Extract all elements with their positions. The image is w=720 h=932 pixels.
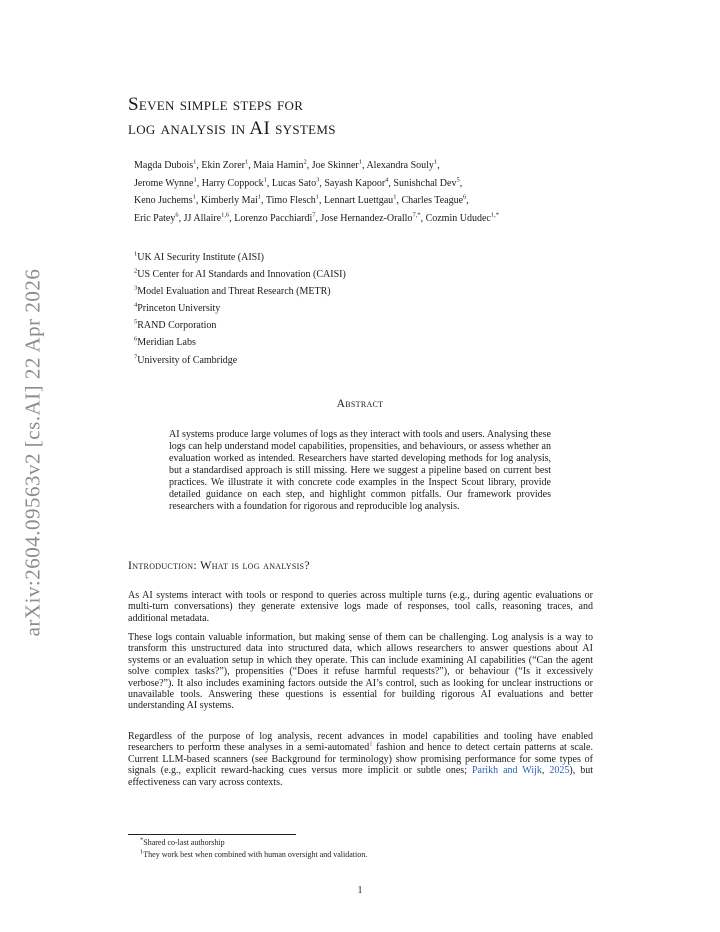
- author-name: Cozmin Ududec: [425, 212, 491, 224]
- author-name: Joe Skinner: [311, 160, 359, 171]
- affiliation-item: [134, 317, 346, 334]
- affiliation-name: Princeton University: [137, 303, 221, 315]
- author-separator: ,: [437, 160, 440, 171]
- author-separator: ,: [195, 195, 201, 206]
- author-affiliation: 1: [192, 193, 196, 201]
- author-separator: ,: [306, 160, 312, 171]
- author-name: Sayash Kapoor: [324, 177, 386, 189]
- author-line: [134, 157, 499, 175]
- paper-title: [128, 93, 336, 141]
- author-name: Eric Patey: [134, 212, 176, 224]
- affiliation-item: [134, 334, 346, 351]
- author-separator: ,: [361, 160, 367, 171]
- author-affiliation: 4: [385, 176, 389, 184]
- author-separator: ,: [319, 177, 325, 189]
- author-affiliation: 1: [433, 158, 438, 166]
- author-name: Ekin Zorer: [201, 160, 246, 171]
- author-separator: ,: [229, 212, 235, 224]
- affiliation-name: UK AI Security Institute (AISI): [137, 252, 264, 263]
- author-separator: ,: [266, 177, 272, 189]
- affiliation-list: [134, 249, 346, 369]
- title-line-2: log analysis in AI systems: [128, 118, 336, 139]
- affiliation-number: 5: [134, 319, 138, 327]
- author-line: [134, 175, 499, 193]
- affiliation-name: Meridian Labs: [137, 337, 196, 349]
- author-name: Kimberly Mai: [200, 195, 258, 206]
- intro-paragraph-1: As AI systems interact with tools or respond to queries across multiple turns (e.g., during agentic evaluations or multi-turn conversations) they generate extensive logs made of responses, tool calls, reasoning traces, and additional metadata.: [128, 590, 593, 624]
- author-list: [134, 157, 499, 227]
- author-name: Lennart Luettgau: [324, 195, 394, 206]
- page-number: 1: [357, 885, 363, 896]
- author-affiliation: 1: [358, 158, 362, 166]
- footnote-divider: [128, 834, 296, 835]
- affiliation-item: [134, 283, 346, 300]
- author-name: Jerome Wynne: [134, 177, 194, 189]
- affiliation-item: [134, 266, 346, 283]
- author-affiliation: 1: [193, 176, 197, 184]
- affiliation-number: 7: [134, 353, 138, 361]
- paragraph-text: fashion and hence to detect certain patterns at scale. Current LLM-based scanners (see Background for terminology) show promising performance for some types of signals (e.g., explicit reward-hacking cues versus more implicit or subtle ones;: [128, 742, 593, 777]
- author-separator: ,: [178, 212, 184, 224]
- author-affiliation: 1,*: [490, 211, 499, 219]
- author-affiliation: 2: [303, 158, 307, 166]
- author-line: [134, 192, 499, 210]
- author-separator: ,: [388, 177, 394, 189]
- author-separator: ,: [261, 195, 266, 206]
- title-line-1: Seven simple steps for: [128, 94, 304, 115]
- affiliation-name: Model Evaluation and Threat Research (METR): [137, 286, 331, 298]
- affiliation-number: 6: [134, 336, 138, 344]
- affiliation-name: University of Cambridge: [137, 354, 238, 366]
- author-affiliation: 1: [393, 193, 397, 201]
- author-name: Charles Teague: [401, 195, 464, 206]
- affiliation-number: 1: [134, 250, 138, 258]
- author-separator: ,: [396, 195, 402, 206]
- abstract-heading: Abstract: [336, 398, 384, 410]
- author-affiliation: 5: [456, 176, 460, 184]
- footnote-text: They work best when combined with human oversight and validation.: [143, 849, 368, 859]
- author-affiliation: 6: [463, 193, 467, 201]
- footnote-item: [140, 837, 367, 849]
- author-affiliation: 6: [175, 211, 179, 219]
- author-name: JJ Allaire: [183, 212, 222, 224]
- author-separator: ,: [466, 195, 469, 206]
- author-affiliation: 1: [245, 158, 249, 166]
- author-line: [134, 210, 499, 228]
- citation-year-link[interactable]: 2025: [549, 765, 570, 777]
- author-separator: ,: [248, 160, 254, 171]
- author-name: Jose Hernandez-Orallo: [320, 212, 413, 224]
- author-name: Lorenzo Pacchiardi: [234, 212, 313, 224]
- footnotes: [140, 837, 367, 860]
- paragraph-text: ), but effectiveness can vary across contexts.: [128, 765, 594, 788]
- author-name: Magda Dubois: [134, 160, 194, 171]
- paragraph-text: Regardless of the purpose of log analysis, recent advances in model capabilities and tooling have enabled researchers to perform these analyses in a semi-automated: [128, 731, 593, 754]
- author-separator: ,: [196, 177, 202, 189]
- footnote-text: Shared co-last authorship: [143, 838, 225, 847]
- intro-paragraph-3: [128, 731, 593, 788]
- author-affiliation: 7: [312, 211, 316, 219]
- citation-authors-link[interactable]: Parikh and Wijk: [471, 765, 542, 777]
- citation-separator: ,: [541, 765, 550, 777]
- affiliation-name: US Center for AI Standards and Innovation (CAISI): [137, 269, 346, 281]
- section-heading-introduction: Introduction: What is log analysis?: [128, 558, 310, 572]
- affiliation-name: RAND Corporation: [137, 320, 217, 332]
- author-affiliation: 1: [315, 193, 320, 201]
- footnote-mark: *: [140, 836, 144, 844]
- abstract-text: AI systems produce large volumes of logs as they interact with tools and users. Analysing these logs can help understand model capabilities, propensities, and behaviours, or assess whether an evaluation worked as intended. Researchers have started developing methods for log analysis, but a standardised approach is still missing. Here we suggest a pipeline based on current best practices. We illustrate it with concrete code examples in the Inspect Scout library, provide detailed guidance on each step, and highlight common pitfalls. Our framework provides researchers with a foundation for rigorous and reproducible log analysis.: [169, 429, 551, 512]
- footnote-mark: 1: [140, 847, 144, 855]
- affiliation-number: 2: [134, 267, 138, 275]
- author-affiliation: 3: [316, 176, 320, 184]
- affiliation-number: 3: [134, 284, 138, 292]
- affiliation-item: [134, 352, 346, 369]
- author-separator: ,: [319, 195, 325, 206]
- author-separator: ,: [459, 177, 463, 189]
- affiliation-number: 4: [134, 301, 138, 309]
- author-name: Harry Coppock: [201, 177, 264, 189]
- footnote-marker-link[interactable]: 1: [369, 741, 373, 749]
- footnote-item: [140, 849, 367, 861]
- author-name: Lucas Sato: [271, 177, 317, 189]
- affiliation-item: [134, 249, 346, 266]
- author-separator: ,: [315, 212, 321, 224]
- author-affiliation: 7,*: [412, 211, 421, 219]
- intro-paragraph-2: These logs contain valuable information, but making sense of them can be challenging. Log analysis is a way to transform this unstructured data into structured data, which allows researchers to answer questions about AI systems or an evaluation setup in which they operate. This can include examining AI capabilities (“Can the agent solve complex tasks?”), propensities (“Does it refuse harmful requests?”), or behaviour (“Is it excessively verbose?”). It also includes examining factors outside the AI’s control, such as looking for unclear instructions or unavailable tools. Answering these questions is essential for building rigorous AI evaluations and better understanding AI systems.: [128, 632, 593, 712]
- author-affiliation: 1: [263, 176, 267, 184]
- affiliation-item: [134, 300, 346, 317]
- author-affiliation: 1,6: [221, 211, 230, 219]
- author-separator: ,: [420, 212, 426, 224]
- author-affiliation: 1: [193, 158, 197, 166]
- author-name: Maia Hamin: [253, 160, 304, 171]
- arxiv-stamp: [8, 262, 58, 642]
- arxiv-identifier: arXiv:2604.09563v2 [cs.AI] 22 Apr 2026: [20, 268, 45, 636]
- author-separator: ,: [196, 160, 202, 171]
- author-name: Alexandra Souly: [366, 160, 434, 171]
- author-affiliation: 1: [257, 193, 262, 201]
- author-name: Timo Flesch: [265, 195, 316, 206]
- author-name: Keno Juchems: [134, 195, 193, 206]
- author-name: Sunishchal Dev: [393, 177, 457, 189]
